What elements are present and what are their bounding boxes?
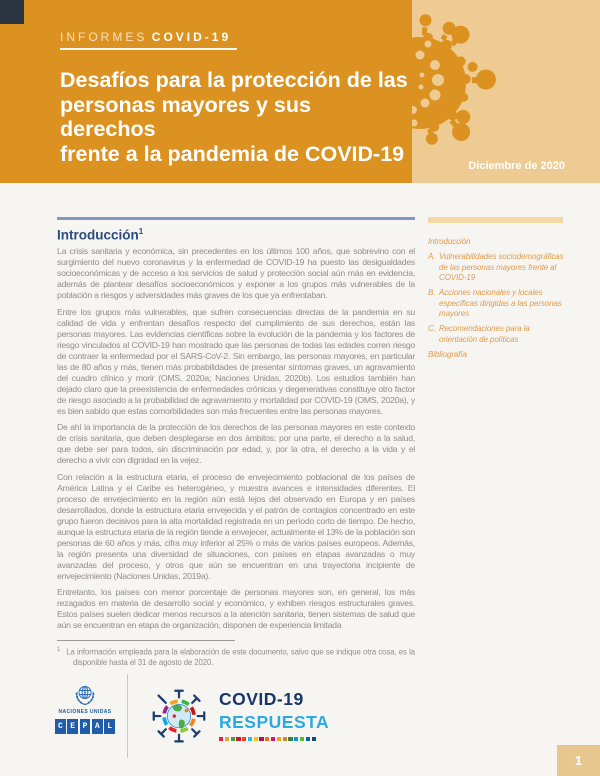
covid-respuesta-text: [219, 688, 329, 741]
section-rule: [57, 217, 415, 220]
covid-globe-icon: [150, 688, 208, 746]
report-title-line: personas mayores y sus derechos: [60, 92, 311, 141]
header-banner: [0, 0, 412, 183]
footnote-number: 1: [57, 647, 61, 653]
un-emblem-icon: [72, 682, 98, 707]
report-title: [60, 68, 412, 166]
header-virus-panel: [412, 0, 600, 183]
toc-item-b: B. Acciones nacionales y locales específicas dirigidas a las personas mayores: [428, 288, 562, 318]
sdg-color-dashes: [219, 737, 329, 741]
publication-date: Diciembre de 2020: [468, 160, 565, 172]
toc-top-bar: [428, 217, 563, 223]
toc-item-c: C. Recomendaciones para la orientación de políticas: [428, 324, 530, 344]
covid-respuesta-logo: [150, 688, 329, 746]
toc-item-bibliografia: Bibliografía: [428, 349, 467, 359]
covid-label: COVID-19: [219, 689, 304, 709]
series-label-bold: COVID-19: [151, 30, 232, 44]
footer-divider: [127, 674, 128, 758]
coronavirus-icon: [412, 0, 600, 183]
cepal-wordmark: C E P A L: [55, 719, 115, 734]
footnote: [57, 640, 415, 668]
footnote-text: $^1$ La información empleada para la elaboración de este documento, salvo que se indique otra cosa, es la disponible hasta el 31 de agosto de 2020.: [57, 647, 415, 667]
paragraph: De ahí la importancia de la protección de los derechos de las personas mayores en este contexto de crisis sanitaria, que deben desplegarse en dos ámbitos: por una parte, el derecho a la salud, que debe ser para todos, sin discriminación por edad, y, por la otra, el derecho a la vida y el derecho a vivir con dignidad en la vejez.: [57, 422, 415, 465]
section-heading-text: Introducción: [57, 227, 139, 243]
toc-item-introduccion: Introducción: [428, 237, 471, 246]
series-label: [60, 28, 231, 46]
series-underline: [60, 48, 237, 50]
corner-square: [0, 0, 24, 24]
paragraph: La crisis sanitaria y económica, sin precedentes en los últimos 100 años, que sobrevino con el surgimiento del nuevo coronavirus y la enfermedad de COVID-19 ha puesto las desigualdades socioeconómicas y de acceso a los servicios de salud y protección social aún más en evidencia, además de plantear desafíos socioeconómicos y exponer a los grupos más vulnerables de la población a riesgos y adversidades más graves de los que ya enfrentaban.: [57, 246, 415, 300]
un-cepal-logo: [56, 682, 114, 734]
footnote-reference: 1: [138, 227, 144, 236]
paragraph: Entre los grupos más vulnerables, que sufren consecuencias directas de la pandemia en su calidad de vida y enfrentan desafíos respecto del cumplimiento de sus derechos, están las personas mayores. Las evidencias científicas sobre la evolución de la pandemia y los factores de riesgo vinculados al COVID-19 han mostrado que las personas de todas las edades corren riesgo de contraer la enfermedad por el SARS-CoV-2. Sin embargo, las personas mayores, en particular las de 80 años y más, tienen más probabilidades de presentar síntomas graves, un agravamiento del cuadro clínico y morir (OMS, 2020a; Naciones Unidas, 2020b). Los estudios también han dejado claro que la preexistencia de enfermedades crónicas y degenerativas constituye otro factor de riesgo asociado a la probabilidad de agravamiento y mortalidad por COVID-19 (OMS, 2020a), y es bien sabido que estas comorbilidades son más frecuentes entre las personas mayores.: [57, 306, 415, 416]
un-caption: NACIONES UNIDAS: [58, 709, 112, 715]
table-of-contents: [428, 217, 565, 365]
report-title-line: frente a la pandemia de COVID-19: [60, 141, 405, 166]
body-paragraphs: [57, 246, 415, 640]
toc-item-a: A. Vulnerabilidades sociodemográficas de las personas mayores frente al COVID-19: [428, 252, 564, 282]
series-label-regular: INFORMES: [60, 30, 148, 44]
paragraph: Con relación a la estructura etaria, el proceso de envejecimiento poblacional de los países de América Latina y el Caribe es heterogéneo, y muestra avances e intensidades diferentes. El proceso de envejecimiento en la región aún está lejos del observado en Europa y en países desarrollados, donde la estructura etaria envejecida y el patrón de contagios concentrado en este grupo fueron decisivos para la alta mortalidad registrada en un período corto de tiempo. De hecho, aunque la estructura etaria de la región tiende a envejecer, actualmente el 13% de la población son personas de 60 años y más, cifra muy inferior al 25% o más de varios países europeos. Además, la región presenta una diversidad de situaciones, con países en etapas avanzadas o muy avanzadas del proceso, y otros que aún se encuentran en una trayectoria incipiente de envejecimiento (Naciones Unidas, 2019a).: [57, 471, 415, 581]
footnote-rule: [57, 640, 235, 641]
section-heading: [57, 227, 143, 243]
paragraph: Entretanto, los países con menor porcentaje de personas mayores son, en general, los más rezagados en materia de desarrollo social y económico, y exhiben riesgos estructurales graves. Estos países suelen dedicar menos recursos a la atención sanitaria, tienen sistemas de salud que aún se encuentran en etapa de organización, disponen de experiencia limitada: [57, 587, 415, 630]
respuesta-label: RESPUESTA: [219, 711, 330, 732]
report-title-line: Desafíos para la protección de las: [60, 68, 408, 92]
page-number-badge: 1: [557, 745, 600, 776]
